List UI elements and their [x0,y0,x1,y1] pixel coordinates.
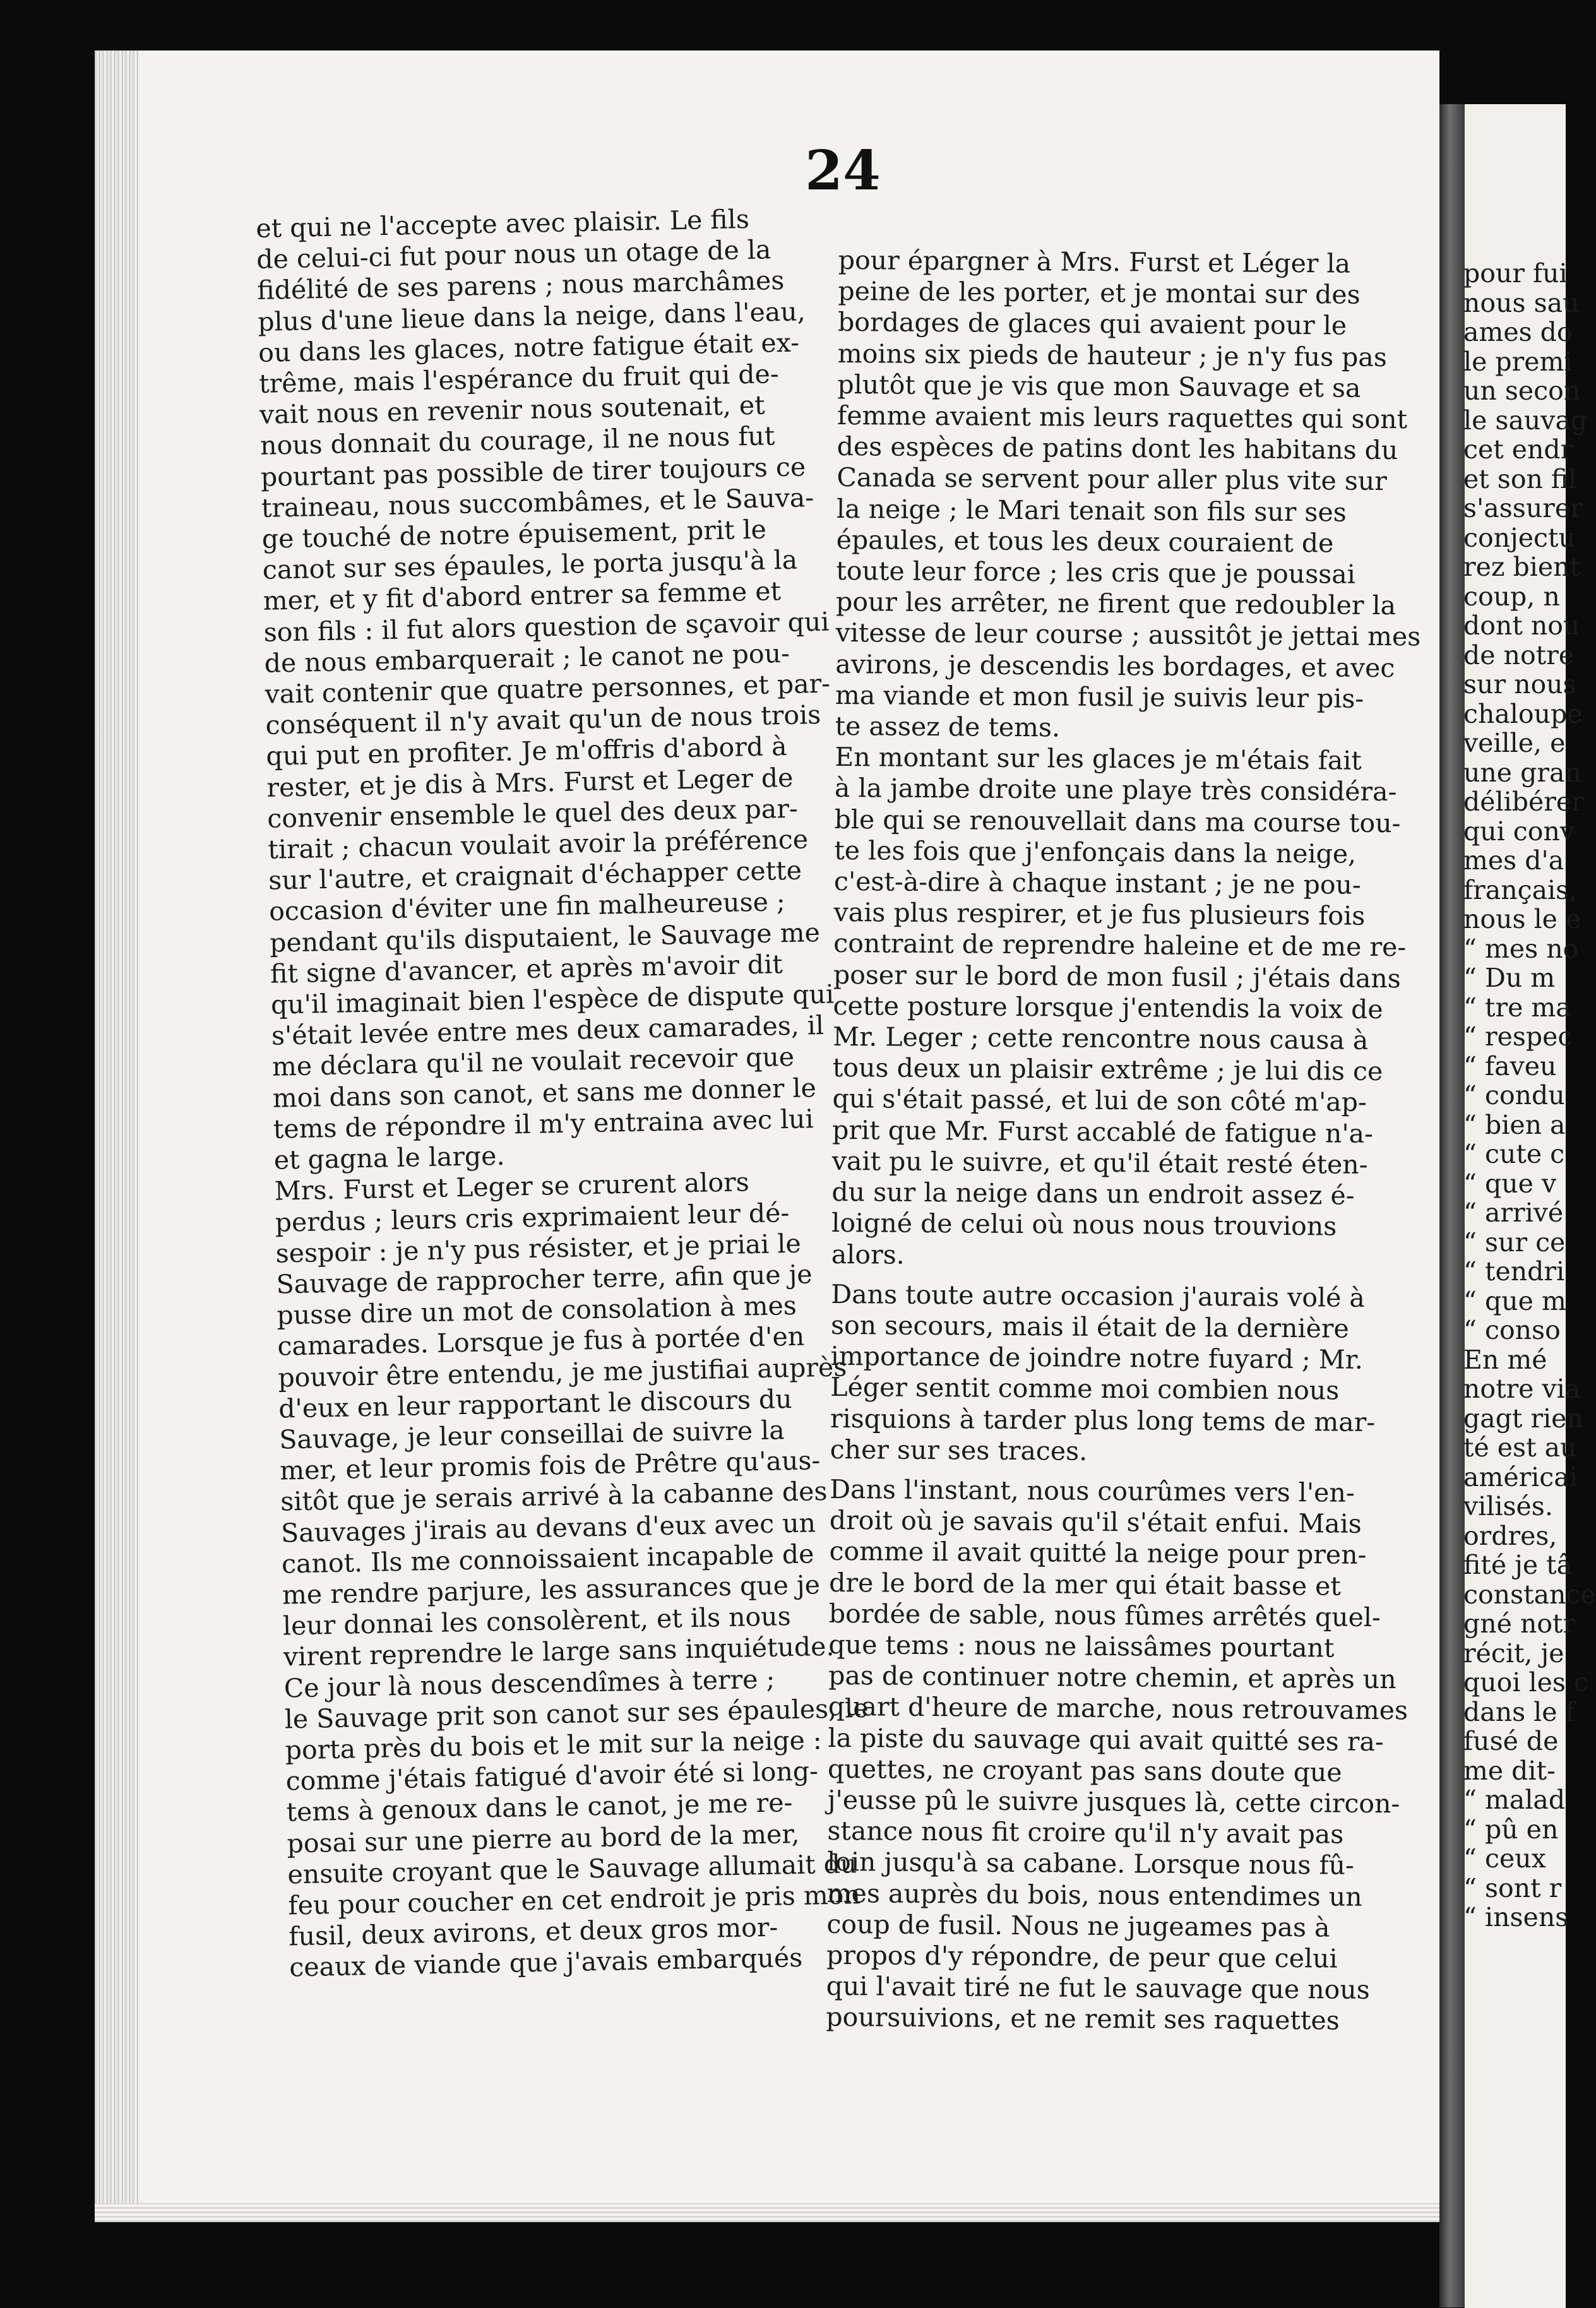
next-page-text-line: cet endr [1463,434,1573,465]
text-line: me déclara qu'il ne voulait recevoir que [271,1042,795,1083]
next-page-text-line: “ ceux [1463,1843,1546,1874]
text-line: contraint de reprendre haleine et de me re- [833,928,1407,963]
next-page-text-line: et son fil [1463,463,1577,494]
next-page-text-line: “ condu [1463,1080,1565,1110]
next-page-text-line: une gran [1463,757,1581,788]
text-line: perdus ; leurs cris exprimaient leur dé- [275,1197,790,1238]
text-line: porta près du bois et le mit sur la neige : [285,1725,823,1766]
text-line: vitesse de leur course ; aussitôt je jettai mes [835,617,1421,652]
text-line: s'était levée entre mes deux camarades, il [271,1010,825,1052]
next-page-text-line: américai [1463,1461,1578,1492]
next-page-text-line: “ que v [1463,1168,1557,1199]
text-line: peine de les porter, et je montai sur des [838,276,1361,310]
next-page-text-line: “ malad [1463,1785,1566,1815]
text-line: Sauvage, je leur conseillai de suivre la [278,1415,785,1455]
next-page-text-line: gagt rien [1463,1403,1583,1434]
text-line: à la jambe droite une playe très considéra- [834,773,1397,807]
text-line: stance nous fit croire qu'il n'y avait pas [827,1816,1344,1850]
text-line: feu pour coucher en cet endroit je pris mon [288,1879,861,1921]
text-line: comme il avait quitté la neige pour pren- [829,1536,1367,1571]
text-line: camarades. Lorsque je fus à portée d'en [277,1321,805,1362]
text-line: importance de joindre notre fuyard ; Mr. [830,1341,1364,1375]
text-line: me rendre parjure, les assurances que je [282,1569,821,1610]
text-line: vait contenir que quatre personnes, et par- [265,668,831,710]
text-line: ensuite croyant que le Sauvage allumait du [287,1848,857,1890]
text-line: cher sur ses traces. [830,1434,1088,1466]
text-line: d'eux en leur rapportant le discours du [278,1383,792,1424]
next-page-text-line: ordres, [1463,1520,1557,1551]
text-line: ou dans les glaces, notre fatigue était ex- [258,327,800,368]
text-line: toute leur force ; les cris que je poussai [836,556,1355,590]
text-line: ma viande et mon fusil je suivis leur pis- [835,679,1364,714]
text-line: virent reprendre le large sans inquiétude. [283,1631,835,1672]
next-page-text-line: délibérer [1463,787,1584,817]
text-line: ble qui se renouvellait dans ma course tou- [834,804,1401,838]
next-page-text-line: “ sur ce [1463,1227,1566,1258]
next-page-text-line: fité je tâ [1463,1550,1573,1580]
text-line: de celui-ci fut pour nous un otage de la [256,234,771,275]
text-line: pour les arrêter, ne firent que redoubler la [835,586,1396,621]
next-page-text-line: un secon [1463,376,1581,406]
text-line: nous donnait du courage, il ne nous fut [259,420,775,461]
text-line: son fils : il fut alors question de sçavoir qui [263,606,830,648]
text-line: Mrs. Furst et Leger se crurent alors [274,1167,750,1207]
next-page-text-line: “ conso [1463,1315,1561,1345]
next-page-text-line: “ faveu [1463,1050,1557,1081]
next-page-text-line: récit, je [1463,1638,1564,1669]
text-line: Mr. Leger ; cette rencontre nous causa à [833,1021,1369,1056]
text-line: des espèces de patins dont les habitans du [837,431,1398,466]
text-line: conséquent il n'y avait qu'un de nous trois [265,699,821,741]
text-line: qui l'avait tiré ne fut le sauvage que nous [826,1971,1370,2006]
text-line: du sur la neige dans un endroit assez é- [831,1177,1355,1211]
text-line: fusil, deux avirons, et deux gros mor- [288,1912,778,1952]
next-page-text-line: “ Du m [1463,963,1556,993]
text-line: risquions à tarder plus long tems de mar- [830,1403,1376,1437]
next-page-text-line: qui conv [1463,816,1575,847]
text-line: Dans l'instant, nous courûmes vers l'en- [830,1473,1355,1508]
text-line: prit que Mr. Furst accablé de fatigue n'a- [832,1114,1374,1149]
next-page-text-line: “ respec [1463,1021,1573,1052]
text-line: vait pu le suivre, et qu'il était resté éten- [831,1145,1368,1180]
next-page-text-line: ames do [1463,317,1573,347]
next-page-text-line: “ pû en [1463,1814,1559,1845]
text-line: te les fois que j'enfonçais dans la neige, [834,835,1357,869]
next-page-text-line: mes d'a [1463,845,1564,876]
text-line: propos d'y répondre, de peur que celui [826,1939,1338,1974]
text-line: vait nous en revenir nous soutenait, et [259,390,766,431]
text-line: qu'il imaginait bien l'espèce de dispute qui [270,979,835,1020]
next-page-text-line: En mé [1463,1344,1547,1375]
page-number: 24 [805,139,881,203]
next-page-text-line: coup, n [1463,581,1560,612]
next-page-text-line: gné notr [1463,1609,1576,1639]
next-page-text-line: pour fui [1463,258,1568,288]
text-line: son secours, mais il était de la dernière [830,1309,1349,1344]
text-line: pas de continuer notre chemin, et après un [828,1660,1396,1695]
text-line: femme avaient mis leurs raquettes qui sont [837,400,1408,435]
text-line: épaules, et tous les deux couraient de [836,524,1334,559]
right-text-column [826,245,1421,2037]
next-page-text-line: le sauvag [1463,405,1588,436]
text-line: vais plus respirer, et je fus plusieurs fois [833,897,1366,932]
text-line: Sauvages j'irais au devans d'eux avec un [280,1507,816,1549]
text-line: poursuivions, et ne remit ses raquettes [826,2002,1340,2036]
text-line: moins six pieds de hauteur ; je n'y fus pas [837,338,1388,372]
text-line: poser sur le bord de mon fusil ; j'étais dans [833,959,1401,994]
text-line: la piste du sauvage qui avait quitté ses ra- [828,1722,1384,1757]
next-page-text-line: nous sau [1463,287,1580,318]
page-bottom-edge [95,2203,1439,2222]
next-page-text-line: rez bient [1463,552,1581,582]
text-line: pusse dire un mot de consolation à mes [277,1290,797,1331]
text-line: occasion d'éviter une fin malheureuse ; [268,886,786,927]
text-line: bordée de sable, nous fûmes arrêtés quel- [828,1598,1381,1633]
next-page-text-line: “ tre ma [1463,992,1571,1023]
text-line: ge touché de notre épuisement, prit le [261,514,767,554]
text-line: fit signe d'avancer, et après m'avoir dit [270,949,783,989]
text-line: avirons, je descendis les bordages, et avec [835,648,1395,683]
text-line: canot sur ses épaules, le porta jusqu'à la [262,544,798,586]
text-line: pendant qu'ils disputaient, le Sauvage me [269,917,821,958]
text-line: Dans toute autre occasion j'aurais volé à [831,1278,1365,1313]
next-page-text-line: fusé de [1463,1726,1559,1756]
text-line: moi dans son canot, et sans me donner le [272,1072,817,1114]
next-page-text-line: sur nous [1463,669,1576,699]
text-line: coup de fusil. Nous ne jugeames pas à [826,1908,1330,1943]
next-page-text-line: le premi [1463,346,1573,377]
text-line: leur donnai les consolèrent, et ils nous [282,1601,792,1641]
text-line: loigné de celui où nous nous trouvions [831,1208,1337,1242]
text-line: dre le bord de la mer qui était basse et [829,1567,1342,1602]
text-line: pourtant pas possible de tirer toujours ce [260,451,806,492]
text-line: tous deux un plaisir extrême ; je lui dis ce [832,1052,1383,1087]
text-line: sespoir : je n'y pus résister, et je priai le [275,1228,802,1269]
text-line: quart d'heure de marche, nous retrouvames [828,1691,1408,1726]
next-page-text-line: veille, e [1463,728,1566,758]
text-line: comme j'étais fatigué d'avoir été si long- [285,1756,819,1797]
text-line: plus d'une lieue dans la neige, dans l'eau, [257,295,806,337]
next-page-text-line: dont nou [1463,610,1580,641]
text-line: le Sauvage prit son canot sur ses épaules, le [284,1692,869,1735]
text-line: bordages de glaces qui avaient pour le [837,307,1347,342]
next-page-text-line: s'assurer [1463,493,1583,523]
text-line: tirait ; chacun voulait avoir la préférence [267,824,809,865]
text-line: j'eusse pû le suivre jusques là, cette circon- [827,1784,1400,1819]
text-line: En montant sur les glaces je m'étais fait [835,742,1362,776]
next-page-text-line: “ tendri [1463,1256,1565,1287]
text-line: Sauvage de rapprocher terre, afin que je [276,1259,813,1300]
text-line: mer, et y fit d'abord entrer sa femme et [263,576,782,617]
text-line: convenir ensemble le quel des deux par- [266,793,799,834]
text-line: la neige ; le Mari tenait son fils sur ses [836,493,1347,528]
next-page-text-line: “ sont r [1463,1872,1562,1903]
next-page-text-line: té est au [1463,1432,1577,1463]
text-line: fidélité de ses parens ; nous marchâmes [256,265,785,306]
next-page-text-line: “ bien a [1463,1109,1566,1140]
next-page-text-line: notre via [1463,1374,1581,1404]
left-text-column [256,203,869,1984]
text-line: quettes, ne croyant pas sans doute que [827,1753,1342,1788]
book-gutter [1439,104,1465,2307]
text-line: Canada se servent pour aller plus vite sur [837,462,1388,497]
text-line: posai sur une pierre au bord de la mer, [287,1818,800,1859]
text-line: plutôt que je vis que mon Sauvage et sa [837,369,1361,403]
next-page-text-line: quoi les c [1463,1667,1588,1698]
text-line: sitôt que je serais arrivé à la cabanne des [280,1476,828,1517]
next-page-text-line: nous le e [1463,904,1581,934]
text-line: que tems : nous ne laissâmes pourtant [828,1629,1335,1663]
text-line: sur l'autre, et craignait d'échapper cette [268,855,802,896]
next-page-text-line: “ mes no [1463,933,1579,964]
text-line: qui s'était passé, et lui de son côté m'ap- [832,1083,1367,1118]
text-line: traineau, nous succombâmes, et le Sauva- [261,482,814,523]
next-page-text-line: de notre [1463,639,1574,670]
next-page-text-line: conjectu [1463,522,1575,553]
next-page-text-line: français, [1463,874,1578,905]
text-line: Ce jour là nous descendîmes à terre ; [283,1663,775,1704]
text-line: de nous embarquerait ; le canot ne pou- [264,638,790,679]
next-page-text-fragments [1463,258,1596,1932]
text-line: droit où je savais qu'il s'était enfui. Mais [829,1505,1362,1539]
text-line: Léger sentit comme moi combien nous [830,1372,1340,1406]
text-line: pouvoir être entendu, je me justifiai auprès [277,1351,847,1393]
text-line: ceaux de viande que j'avais embarqués [289,1942,803,1983]
text-line: pour épargner à Mrs. Furst et Léger la [838,245,1351,279]
next-page-text-line: “ arrivé [1463,1198,1564,1228]
text-line: et qui ne l'accepte avec plaisir. Le fils [256,203,750,244]
next-page-text-line: “ insens [1463,1902,1569,1932]
text-line: rester, et je dis à Mrs. Furst et Leger de [266,762,794,803]
text-line: qui put en profiter. Je m'offris d'abord à [266,731,787,772]
next-page-text-line: constance [1463,1579,1596,1610]
next-page-text-line: “ cute c [1463,1139,1565,1169]
text-line: mes auprès du bois, nous entendimes un [826,1877,1362,1912]
page-stack-edge [95,51,139,2222]
text-line: te assez de tems. [835,711,1061,743]
text-line: trême, mais l'espérance du fruit qui de- [258,359,780,399]
text-line: loin jusqu'à sa cabane. Lorsque nous fû- [826,1847,1355,1881]
text-line: mer, et leur promis fois de Prêtre qu'aus- [279,1445,821,1486]
next-page-text-line: vilisés. [1463,1491,1553,1521]
text-line: cette posture lorsque j'entendis la voix de [833,990,1383,1025]
next-page-text-line: chaloupe [1463,698,1583,729]
next-page-text-line: me dit- [1463,1755,1556,1786]
text-line: c'est-à-dire à chaque instant ; je ne pou- [833,866,1361,900]
text-line: tems de répondre il m'y entraina avec lui [273,1103,814,1145]
text-line: tems à genoux dans le canot, je me re- [286,1787,793,1828]
text-line: alors. [831,1239,905,1270]
text-line: et gagna le large. [273,1140,505,1175]
next-page-text-line: dans le f [1463,1696,1575,1727]
next-page-text-line: “ que m [1463,1285,1566,1316]
text-line: canot. Ils me connoissaient incapable de [281,1538,814,1579]
